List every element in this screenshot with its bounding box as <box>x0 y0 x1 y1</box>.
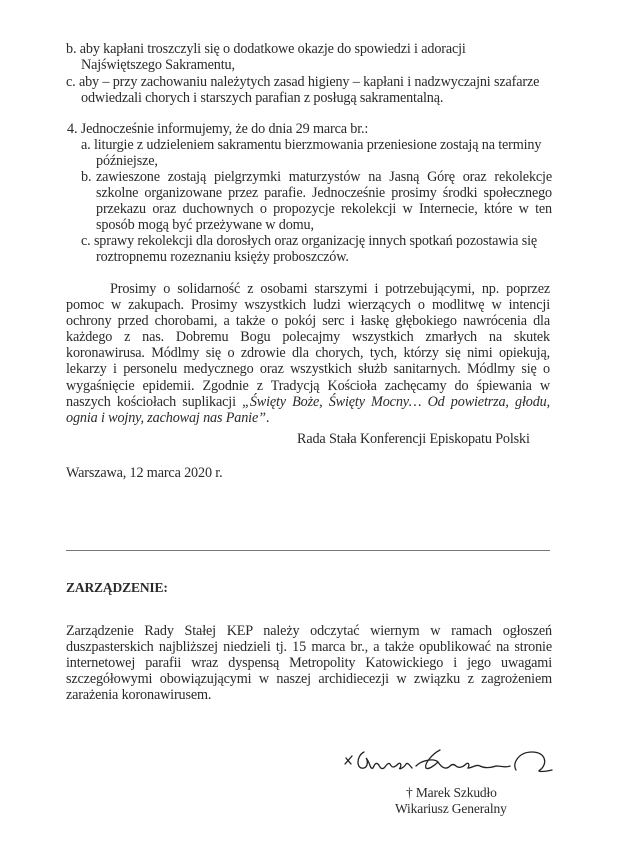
decree-heading: ZARZĄDZENIE: <box>66 580 168 595</box>
item4-b-text: zawieszone zostają pielgrzymki maturzystów na Jasną Górę oraz rekolekcje szkolne organizowane przez parafie. Jednocześnie prosimy środki społecznego przekazu oraz duchownych o propozycje rekolekcji w Internecie, które w ten sposób mogą być przeżywane w domu, <box>96 169 552 234</box>
appeal-text: Prosimy o solidarność z osobami starszymi i potrzebującymi, np. poprzez pomoc w zakupach. Prosimy wszystkich ludzi wierzących o modlitwę w intencji ochrony przed chorobami, a także o pokój serc i łaskę głębokiego nawrócenia dla każdego z nas. Dobremu Bogu polecajmy wszystkich zmarłych na skutek koronawirusa. Módlmy się o zdrowie dla chorych, tych, którzy się nimi opiekują, lekarzy i personelu medycznego oraz wszystkich służb sanitarnych. Módlmy się o wygaśnięcie epidemii. Zgodnie z Tradycją Kościoła zachęcamy do śpiewania w naszych kościołach suplikacji <box>66 281 550 410</box>
section-divider <box>66 550 550 551</box>
item4-b-label: b. <box>81 169 92 185</box>
signer-title: Wikariusz Generalny <box>395 801 507 816</box>
list3-item-b-line2: Najświętszego Sakramentu, <box>81 57 235 73</box>
list3-item-c-line1: c. aby – przy zachowaniu należytych zasad higieny – kapłani i nadzwyczajni szafarze <box>66 74 540 90</box>
signer-name: † Marek Szkudło <box>406 785 497 800</box>
appeal-end: . <box>265 409 270 426</box>
list3-item-b-line1: b. aby kapłani troszczyli się o dodatkowe okazje do spowiedzi i adoracji <box>66 41 466 57</box>
handwritten-signature <box>342 742 562 782</box>
signatory-organization: Rada Stała Konferencji Episkopatu Polski <box>297 431 530 447</box>
supplication-quote: „Święty Boże, Święty Mocny… Od powietrza, głodu, ognia i wojny, zachowaj nas Panie” <box>66 393 550 426</box>
decree-text: Zarządzenie Rady Stałej KEP należy odczytać wiernym w ramach ogłoszeń duszpasterskich najbliższej niedzieli tj. 15 marca br., a także opublikować na stronie internetowej parafii wraz dyspensą Metropolity Katowickiego i jego uwagami szczegółowymi obowiązującymi w naszej archidiecezji w związku z zagrożeniem zarażenia koronawirusem. <box>66 623 552 704</box>
item4-c-line2: roztropnemu rozeznaniu księży proboszczów. <box>96 249 349 265</box>
item4-a-line1: a. liturgie z udzieleniem sakramentu bierzmowania przeniesione zostają na terminy <box>81 137 542 153</box>
item4-heading: 4. Jednocześnie informujemy, że do dnia 29 marca br.: <box>67 121 369 137</box>
place-date: Warszawa, 12 marca 2020 r. <box>66 465 223 481</box>
appeal-paragraph <box>66 281 550 426</box>
item4-a-line2: późniejsze, <box>96 153 158 169</box>
list3-item-c-line2: odwiedzali chorych i starszych parafian z posługą sakramentalną. <box>81 90 444 106</box>
item4-c-line1: c. sprawy rekolekcji dla dorosłych oraz organizację innych spotkań pozostawia się <box>81 233 538 249</box>
